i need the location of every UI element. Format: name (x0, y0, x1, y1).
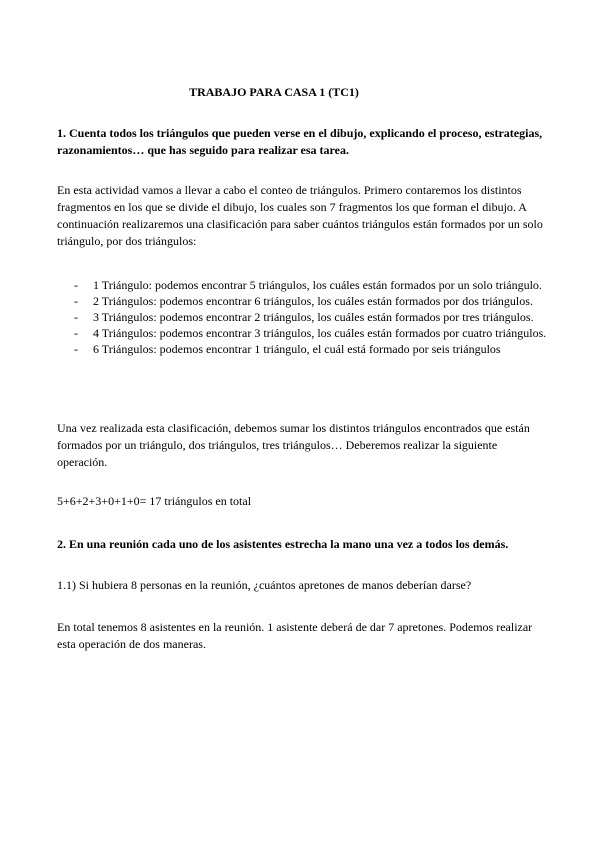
list-item-text: 3 Triángulos: podemos encontrar 2 triángulos, los cuáles están formados por tres triángulos. (93, 310, 534, 324)
list-dash: - (74, 342, 78, 356)
summary-paragraph: Una vez realizada esta clasificación, debemos sumar los distintos triángulos encontrados que están formados por un triángulo, dos triángulos, tres triángulos… Deberemos realizar la siguiente operación. (57, 421, 530, 469)
list-dash: - (74, 294, 78, 308)
classification-list (57, 277, 547, 357)
list-dash: - (74, 278, 78, 292)
list-item (57, 325, 547, 341)
list-item (57, 277, 547, 293)
list-dash: - (74, 310, 78, 324)
list-item-text: 1 Triángulo: podemos encontrar 5 triángulos, los cuáles están formados por un solo triángulo. (93, 278, 542, 292)
question-2-1: 1.1) Si hubiera 8 personas en la reunión, ¿cuántos apretones de manos deberían darse? (57, 578, 472, 592)
intro-paragraph: En esta actividad vamos a llevar a cabo el conteo de triángulos. Primero contaremos los distintos fragmentos en los que se divide el dibujo, los cuales son 7 fragmentos los que forman el dibujo. A continuación realizaremos una clasificación para saber cuántos triángulos están formados por un solo triángulo, por dos triángulos: (57, 183, 543, 248)
question-2: 2. En una reunión cada uno de los asistentes estrecha la mano una vez a todos los demás. (57, 537, 509, 551)
list-item (57, 309, 547, 325)
list-item (57, 293, 547, 309)
list-item-text: 2 Triángulos: podemos encontrar 6 triángulos, los cuáles están formados por dos triángulos. (93, 294, 533, 308)
list-dash: - (74, 326, 78, 340)
list-item (57, 341, 547, 357)
calculation-line: 5+6+2+3+0+1+0= 17 triángulos en total (57, 494, 252, 508)
list-item-text: 6 Triángulos: podemos encontrar 1 triángulo, el cuál está formado por seis triángulos (93, 342, 501, 356)
list-item-text: 4 Triángulos: podemos encontrar 3 triángulos, los cuáles están formados por cuatro triángulos. (93, 326, 547, 340)
question-1: 1. Cuenta todos los triángulos que pueden verse en el dibujo, explicando el proceso, estrategias, razonamientos… que has seguido para realizar esa tarea. (57, 126, 543, 157)
document-title: TRABAJO PARA CASA 1 (TC1) (189, 85, 359, 99)
answer-paragraph: En total tenemos 8 asistentes en la reunión. 1 asistente deberá de dar 7 apretones. Podemos realizar esta operación de dos maneras. (57, 620, 533, 651)
